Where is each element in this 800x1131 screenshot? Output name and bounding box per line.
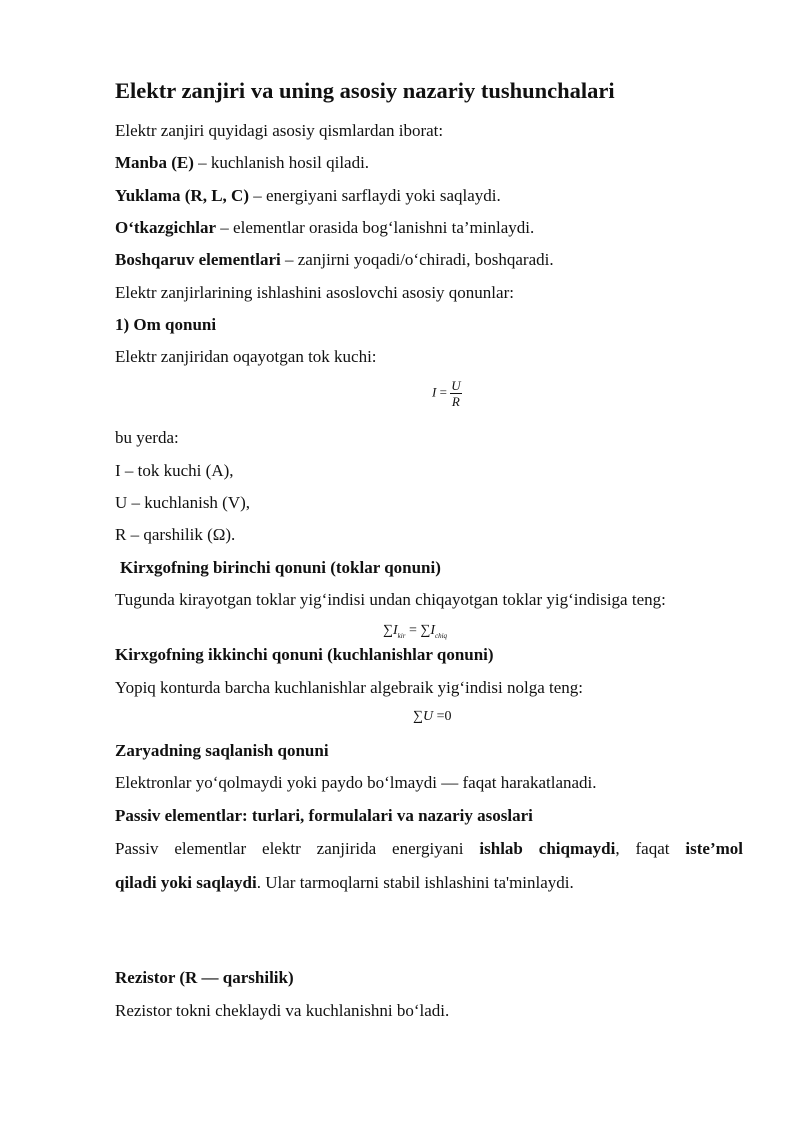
part-term: Yuklama (R, L, C) xyxy=(115,186,249,205)
kirchhoff1-heading: Kirxgofning birinchi qonuni (toklar qonuni) xyxy=(120,558,441,577)
ohm-heading: 1) Om qonuni xyxy=(115,315,217,334)
passive-heading: Passiv elementlar: turlari, formulalari va nazariy asoslari xyxy=(115,806,533,825)
part-item xyxy=(115,186,501,206)
part-item xyxy=(115,250,554,270)
part-term: O‘tkazgichlar xyxy=(115,218,217,237)
def-item: I – tok kuchi (A), xyxy=(115,461,234,480)
def-item: R – qarshilik (Ω). xyxy=(115,525,236,544)
charge-text: Elektronlar yo‘qolmaydi yoki paydo bo‘lmaydi — faqat harakatlanadi. xyxy=(115,773,597,792)
part-desc: – kuchlanish hosil qiladi. xyxy=(193,153,370,172)
part-term: Manba (E) xyxy=(115,153,194,172)
passive-paragraph-line2: qiladi yoki saqlaydi. Ular tarmoqlarni stabil ishlashini ta'minlaydi. xyxy=(115,873,574,892)
def-item: U – kuchlanish (V), xyxy=(115,493,251,512)
part-desc: – energiyani sarflaydi yoki saqlaydi. xyxy=(248,186,501,205)
intro-text: Elektr zanjiri quyidagi asosiy qismlardan iborat: xyxy=(115,121,444,140)
passive-paragraph-line1: Passiv elementlar elektr zanjirida energiyani ishlab chiqmaydi, faqat iste’mol xyxy=(115,839,743,858)
part-desc: – zanjirni yoqadi/o‘chiradi, boshqaradi. xyxy=(280,250,554,269)
kirchhoff2-text: Yopiq konturda barcha kuchlanishlar algebraik yig‘indisi nolga teng: xyxy=(115,678,584,697)
kirchhoff2-heading: Kirxgofning ikkinchi qonuni (kuchlanishlar qonuni) xyxy=(115,645,494,664)
resistor-heading: Rezistor (R — qarshilik) xyxy=(115,968,294,987)
ohm-formula: I = $\frac{U}{R}$ xyxy=(432,378,461,409)
kirchhoff2-formula: ∑U =0 xyxy=(413,709,452,724)
kirchhoff1-formula: $\sum I_{kir} = \sum I_{chiq}$ xyxy=(383,623,448,640)
kirchhoff1-text: Tugunda kirayotgan toklar yig‘indisi undan chiqayotgan toklar yig‘indisiga teng: xyxy=(115,590,666,609)
resistor-text: Rezistor tokni cheklaydi va kuchlanishni bo‘ladi. xyxy=(115,1001,450,1020)
charge-heading: Zaryadning saqlanish qonuni xyxy=(115,741,329,760)
laws-intro: Elektr zanjirlarining ishlashini asoslovchi asosiy qonunlar: xyxy=(115,283,514,302)
part-item xyxy=(115,153,369,173)
part-item xyxy=(115,218,534,238)
page-title: Elektr zanjiri va uning asosiy nazariy tushunchalari xyxy=(115,78,615,103)
ohm-text: Elektr zanjiridan oqayotgan tok kuchi: xyxy=(115,347,377,366)
part-term: Boshqaruv elementlari xyxy=(115,250,281,269)
part-desc: – elementlar orasida bog‘lanishni ta’minlaydi. xyxy=(216,218,535,237)
where-text: bu yerda: xyxy=(115,428,179,447)
